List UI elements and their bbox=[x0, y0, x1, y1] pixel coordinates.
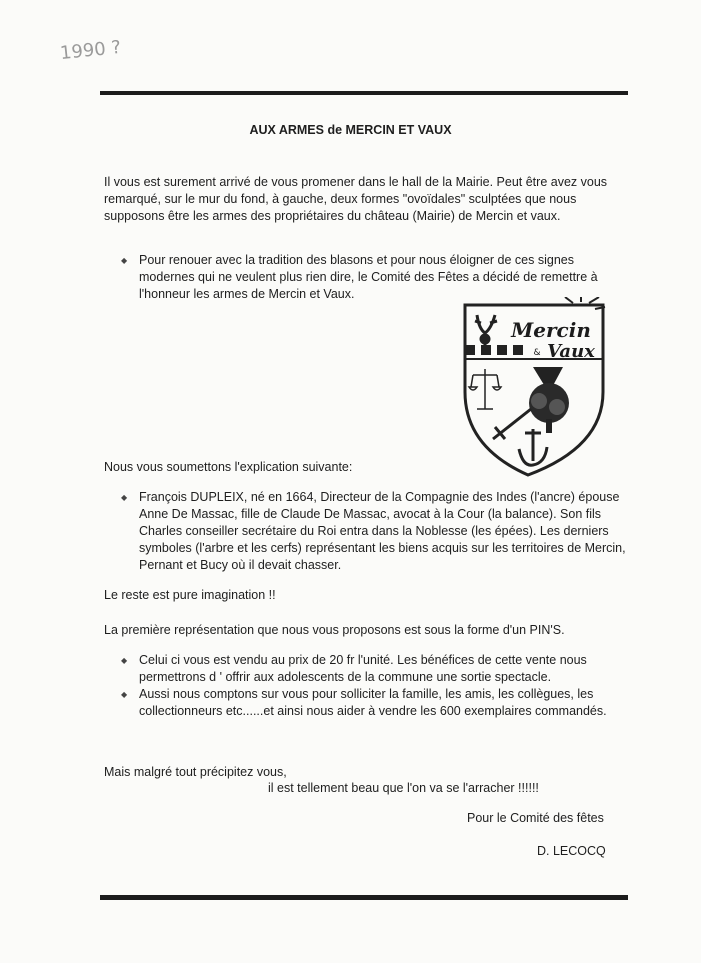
handwritten-note: 1990 ? bbox=[59, 36, 123, 65]
balance-scale-icon bbox=[469, 369, 501, 409]
stag-antlers-icon bbox=[475, 315, 497, 345]
crest-ampersand: & bbox=[533, 348, 541, 358]
coat-of-arms bbox=[453, 297, 615, 477]
signature: D. LECOCQ bbox=[537, 844, 606, 858]
list-item: ◆ Pour renouer avec la tradition des blasons et pour nous éloigner de ces signes modernes qui ne veulent plus rien dire, le Comité des Fêtes a décidé de remettre à l'honneur les armes de Mercin et Vaux. bbox=[121, 252, 626, 303]
premiere-paragraph: La première représentation que nous vous proposons est sous la forme d'un PIN'S. bbox=[104, 623, 565, 637]
bullet-list-1 bbox=[121, 252, 626, 303]
closing-line-2: il est tellement beau que l'on va se l'arracher !!!!!! bbox=[268, 781, 539, 795]
explanation-intro: Nous vous soumettons l'explication suivante: bbox=[104, 460, 353, 474]
anchor-icon bbox=[519, 429, 547, 465]
tree-icon bbox=[529, 367, 569, 433]
crest-vaux-text: Vaux bbox=[547, 341, 595, 362]
bullet-list-2 bbox=[121, 489, 626, 574]
closing-line-1: Mais malgré tout précipitez vous, bbox=[104, 765, 287, 779]
list-item: ◆ Aussi nous comptons sur vous pour solliciter la famille, les amis, les collègues, les collectionneurs etc......et ainsi nous aider à vendre les 600 exemplaires commandés. bbox=[121, 686, 626, 720]
reste-paragraph: Le reste est pure imagination !! bbox=[104, 588, 276, 602]
list-item: ◆ Celui ci vous est vendu au prix de 20 fr l'unité. Les bénéfices de cette vente nous permettrons d ' offrir aux adolescents de la commune une sortie spectacle. bbox=[121, 652, 626, 686]
document-title: AUX ARMES de MERCIN ET VAUX bbox=[249, 123, 452, 137]
intro-paragraph: Il vous est surement arrivé de vous promener dans le hall de la Mairie. Peut être avez vous remarqué, sur le mur du fond, à gauche, deux formes "ovoïdales" sculptées que nous supposons être les armes des propriétaires du château (Mairie) de Mercin et vaux. bbox=[104, 175, 608, 223]
checkered-band bbox=[465, 345, 523, 355]
pour-comite: Pour le Comité des fêtes bbox=[467, 811, 604, 825]
bottom-rule bbox=[100, 895, 628, 900]
list-item: ◆ François DUPLEIX, né en 1664, Directeur de la Compagnie des Indes (l'ancre) épouse Anne De Massac, fille de Claude De Massac, avocat à la Cour (la balance). Son fils Charles conseiller secrétaire du Roi entra dans la Noblesse (les épées). Les derniers symboles (l'arbre et les cerfs) représentant les biens acquis sur les territoires de Mercin, Pernant et Bucy où il devait chasser. bbox=[121, 489, 626, 574]
bullet-list-3 bbox=[121, 652, 626, 720]
crest-mercin-text: Mercin bbox=[511, 318, 591, 342]
sun-rays-icon bbox=[565, 297, 605, 309]
top-rule bbox=[100, 91, 628, 95]
